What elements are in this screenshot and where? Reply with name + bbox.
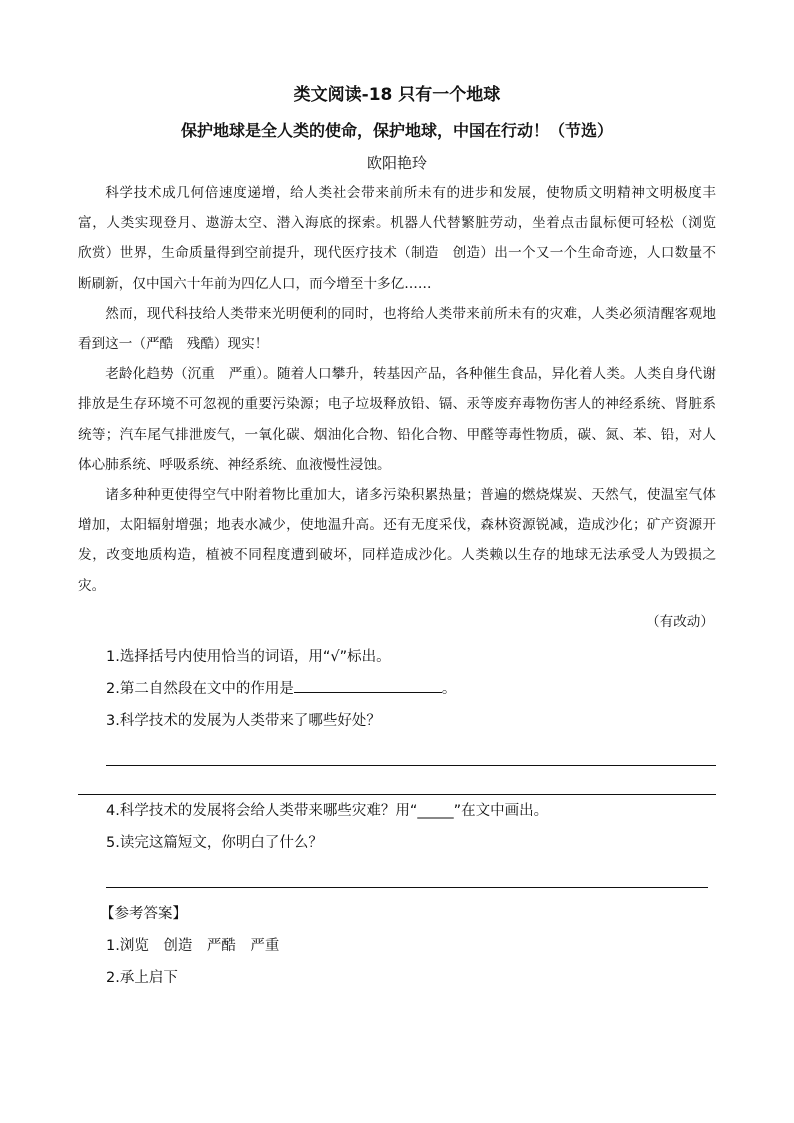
article-paragraph: 诸多种种更使得空气中附着物比重加大，诸多污染积累热量；普遍的燃烧煤炭、天然气，使温室气体增加，太阳辐射增强；地表水减少，使地温升高。还有无度采伐，森林资源锐减，造成沙化；矿产资源开发，改变地质构造，植被不同程度遭到破坏，同样造成沙化。人类赖以生存的地球无法承受人为毁损之灾。	[78, 487, 716, 594]
question-3: 3.科学技术的发展为人类带来了哪些好处？	[106, 712, 381, 729]
answer-2: 2.承上启下	[106, 969, 178, 986]
question-2-end: 。	[441, 680, 457, 697]
question-2-text: 2.第二自然段在文中的作用是	[106, 680, 294, 697]
question-2	[78, 673, 716, 705]
answer-key-heading: 【参考答案】	[100, 905, 187, 922]
article-paragraph: 老龄化趋势（沉重 严重）。随着人口攀升，转基因产品，各种催生食品，异化着人类。人类自身代谢排放是生存环境不可忽视的重要污染源；电子垃圾释放铅、镉、汞等废弃毒物伤害人的神经系统、肾脏系统等；汽车尾气排泄废气，一氧化碳、烟油化合物、铅化合物、甲醛等毒性物质，碳、氮、苯、铅，对人体心肺系统、呼吸系统、神经系统、血液慢性浸蚀。	[78, 366, 716, 473]
answer-line[interactable]	[106, 737, 716, 766]
article-body	[78, 178, 730, 601]
answer-line[interactable]	[106, 859, 708, 888]
source-note: （有改动）	[646, 613, 714, 630]
article-paragraph: 然而，现代科技给人类带来光明便利的同时，也将给人类带来前所未有的灾难，人类必须清醒客观地看到这一（严酷 残酷）现实！	[78, 305, 716, 353]
answer-key	[78, 898, 716, 994]
question-5: 5.读完这篇短文，你明白了什么？	[106, 834, 323, 851]
answer-line[interactable]	[78, 766, 716, 795]
question-1: 1.选择括号内使用恰当的词语，用“√”标出。	[106, 648, 391, 665]
article-author: 欧阳艳玲	[366, 154, 427, 172]
question-4: 4.科学技术的发展将会给人类带来哪些灾难？用“_____”在文中画出。	[106, 802, 549, 819]
question-section	[78, 641, 716, 888]
article-paragraph: 科学技术成几何倍速度递增，给人类社会带来前所未有的进步和发展，使物质文明精神文明极度丰富，人类实现登月、遨游太空、潜入海底的探索。机器人代替繁脏劳动，坐着点击鼠标便可轻松（浏览 欣赏）世界，生命质量得到空前提升，现代医疗技术（制造 创造）出一个又一个生命奇迹，人口数量不断刷新，仅中国六十年前为四亿人口，而今增至十多亿……	[78, 185, 730, 292]
fill-blank[interactable]	[294, 674, 442, 693]
worksheet-title: 类文阅读-18 只有一个地球	[293, 85, 501, 105]
answer-1: 1.浏览 创造 严酷 严重	[106, 937, 280, 954]
article-title: 保护地球是全人类的使命，保护地球，中国在行动！（节选）	[180, 121, 613, 140]
